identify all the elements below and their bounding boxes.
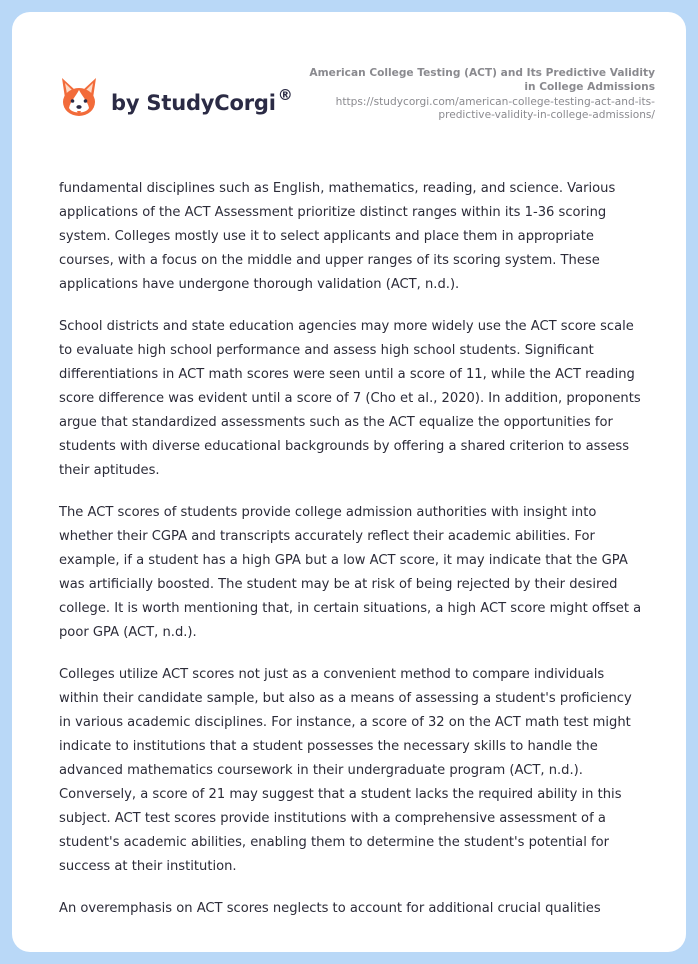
paragraph: An overemphasis on ACT scores neglects to account for additional crucial qualities: [59, 901, 601, 916]
document-page: [12, 12, 686, 952]
document-title: American College Testing (ACT) and Its Predictive Validity in College Admissions: [309, 67, 655, 93]
document-url[interactable]: https://studycorgi.com/american-college-testing-act-and-its-predictive-validity-in-college-admissions/: [335, 96, 655, 121]
corgi-logo-icon: [59, 76, 99, 120]
document-body: [59, 177, 647, 939]
paragraph: fundamental disciplines such as English, mathematics, reading, and science. Various applications of the ACT Assessment prioritize distinct ranges within its 1-36 scoring system. Colleges mostly use it to select applicants and place them in appropriate courses, with a focus on the middle and upper ranges of its scoring system. These applications have undergone thorough validation (ACT, n.d.).: [59, 181, 616, 292]
brand-name: by StudyCorgi ®: [111, 86, 293, 115]
paragraph: School districts and state education agencies may more widely use the ACT score scale to evaluate high school performance and assess high school students. Significant differentiations in ACT math scores were seen until a score of 11, while the ACT reading score difference was evident until a score of 7 (Cho et al., 2020). In addition, proponents argue that standardized assessments such as the ACT equalize the opportunities for students with diverse educational backgrounds by offering a shared criterion to assess their aptitudes.: [59, 319, 641, 478]
paragraph: The ACT scores of students provide college admission authorities with insight into whether their CGPA and transcripts accurately reflect their academic abilities. For example, if a student has a high GPA but a low ACT score, it may indicate that the GPA was artificially boosted. The student may be at risk of being rejected by their desired college. It is worth mentioning that, in certain situations, a high ACT score might offset a poor GPA (ACT, n.d.).: [59, 505, 642, 640]
document-meta: [295, 66, 655, 122]
registered-mark: ®: [277, 86, 293, 104]
paragraph: Colleges utilize ACT scores not just as a convenient method to compare individuals within their candidate sample, but also as a means of assessing a student's proficiency in various academic disciplines. For instance, a score of 32 on the ACT math test might indicate to institutions that a student possesses the necessary skills to handle the advanced mathematics coursework in their undergraduate program (ACT, n.d.). Conversely, a score of 21 may suggest that a student lacks the required ability in this subject. ACT test scores provide institutions with a comprehensive assessment of a student's academic abilities, enabling them to determine the student's potential for success at their institution.: [59, 667, 632, 874]
studycorgi-logo[interactable]: [59, 76, 293, 120]
